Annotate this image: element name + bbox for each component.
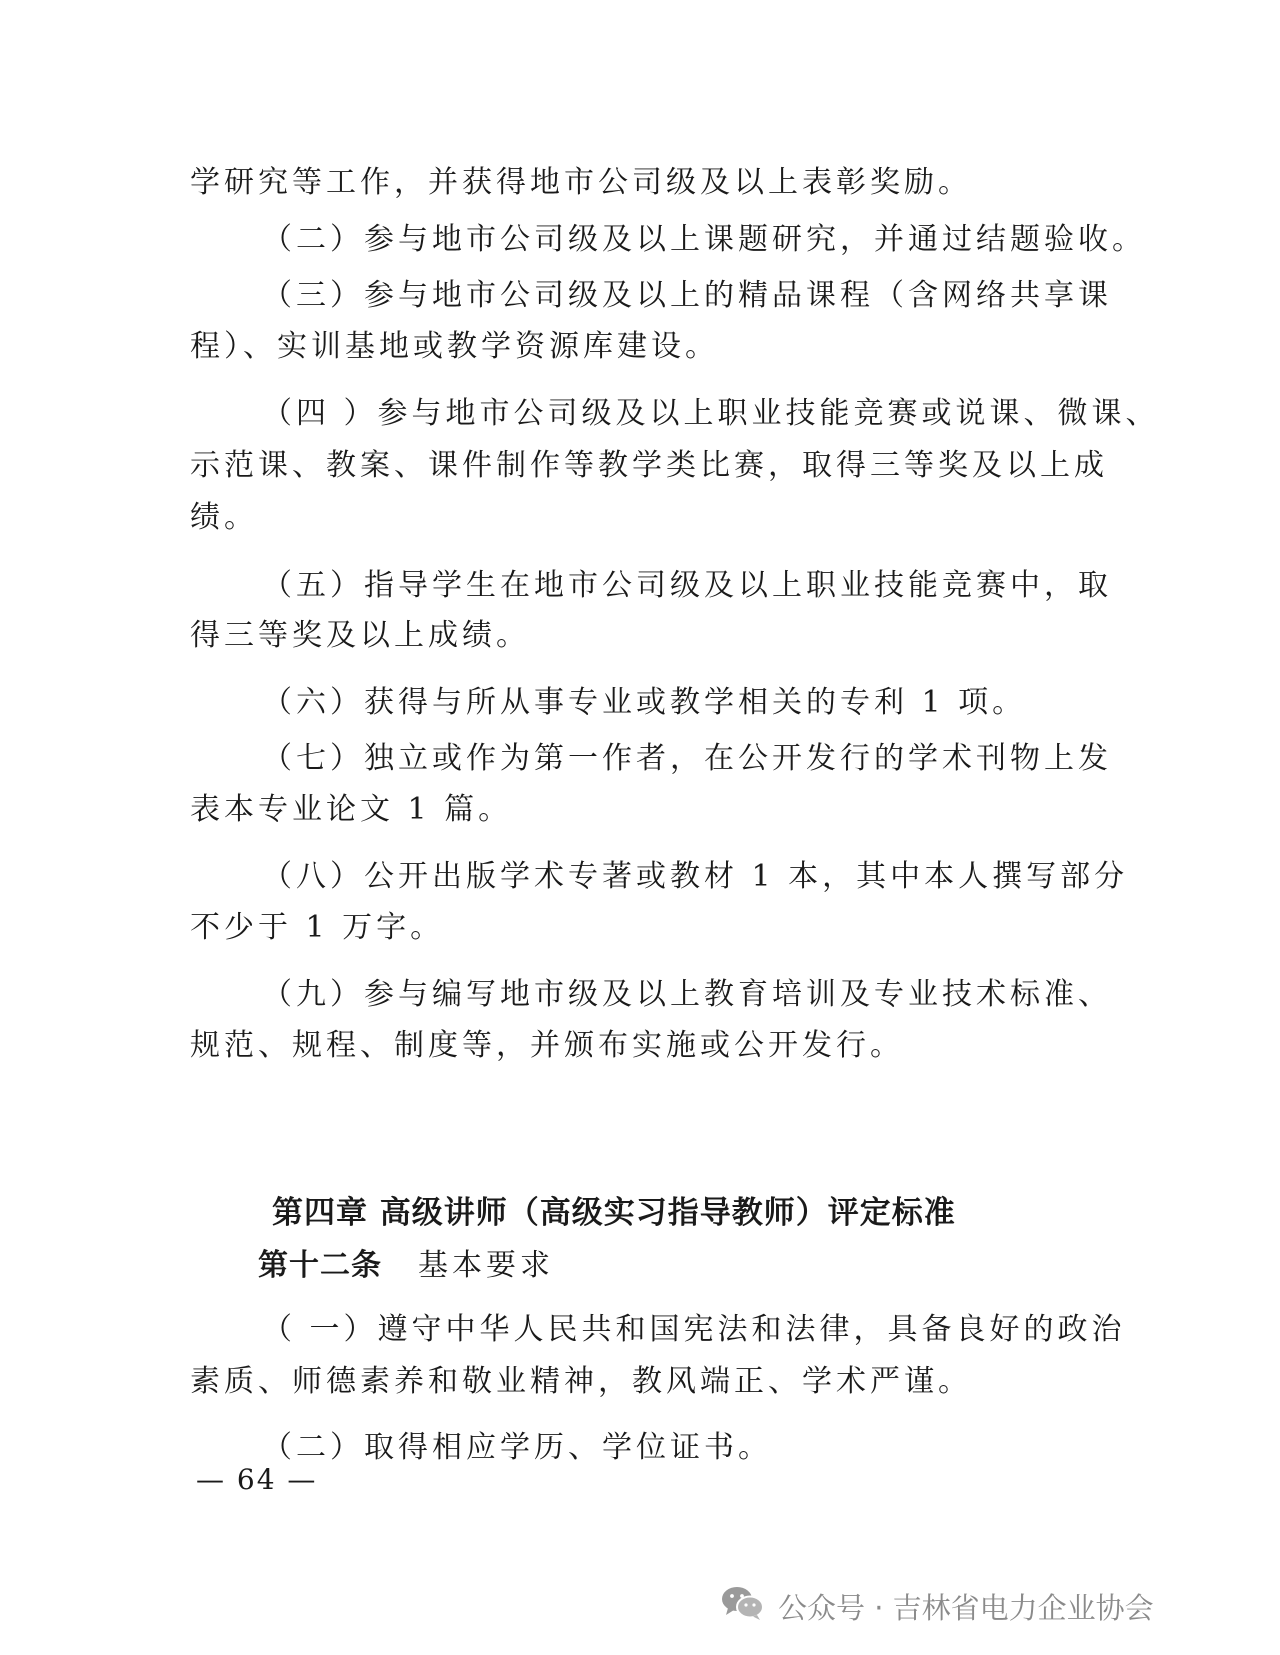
body-line-1: 学研究等工作，并获得地市公司级及以上表彰奖励。 — [190, 165, 972, 200]
body-line-10: （六）获得与所从事专业或教学相关的专利 1 项。 — [262, 685, 1027, 720]
body-line-3: （三）参与地市公司级及以上的精品课程（含网络共享课 — [262, 278, 1112, 313]
body-line-2: （二）参与地市公司级及以上课题研究，并通过结题验收。 — [262, 222, 1146, 257]
requirement-line-2: 素质、师德素养和敬业精神，教风端正、学术严谨。 — [190, 1364, 972, 1399]
body-line-14: 不少于 1 万字。 — [190, 910, 445, 945]
body-line-7: 绩。 — [190, 500, 258, 535]
body-line-5: （四 ）参与地市公司级及以上职业技能竞赛或说课、微课、 — [262, 396, 1160, 431]
body-line-16: 规范、规程、制度等，并颁布实施或公开发行。 — [190, 1028, 904, 1063]
body-line-8: （五）指导学生在地市公司级及以上职业技能竞赛中，取 — [262, 568, 1112, 603]
body-line-12: 表本专业论文 1 篇。 — [190, 792, 513, 827]
article-number: 第十二条 — [258, 1248, 382, 1283]
body-line-11: （七）独立或作为第一作者，在公开发行的学术刊物上发 — [262, 741, 1112, 776]
body-line-9: 得三等奖及以上成绩。 — [190, 618, 530, 653]
watermark-text: 公众号 · 吉林省电力企业协会 — [778, 1590, 1154, 1625]
requirement-line-3: （二）取得相应学历、学位证书。 — [262, 1430, 772, 1465]
body-line-4: 程）、实训基地或教学资源库建设。 — [190, 329, 719, 364]
page-number: — 64 — — [196, 1463, 318, 1496]
article-heading — [258, 1246, 554, 1286]
body-line-13: （八）公开出版学术专著或教材 1 本，其中本人撰写部分 — [262, 859, 1129, 894]
wechat-icon — [720, 1584, 778, 1629]
article-title: 基本要求 — [418, 1248, 554, 1283]
body-line-15: （九）参与编写地市级及以上教育培训及专业技术标准、 — [262, 977, 1112, 1012]
watermark — [720, 1584, 1154, 1628]
requirement-line-1: （ 一）遵守中华人民共和国宪法和法律，具备良好的政治 — [262, 1312, 1126, 1347]
chapter-title: 第四章 高级讲师（高级实习指导教师）评定标准 — [272, 1195, 956, 1231]
body-line-6: 示范课、教案、课件制作等教学类比赛，取得三等奖及以上成 — [190, 448, 1108, 483]
